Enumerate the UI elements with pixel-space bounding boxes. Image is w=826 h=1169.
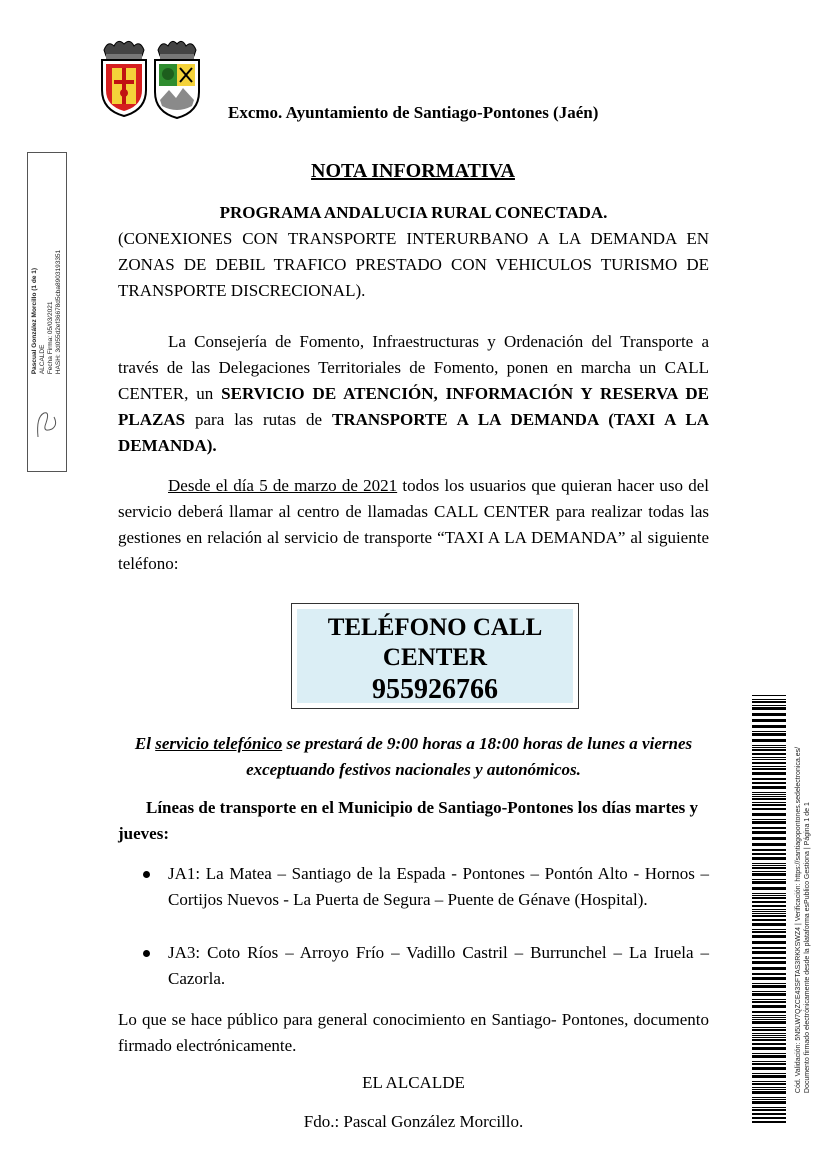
signature-hash: HASH: 3d055d2ef36678d5cba8903193351 — [55, 249, 62, 375]
municipality-header: Excmo. Ayuntamiento de Santiago-Pontones (Jaén) — [228, 103, 599, 122]
phone-number: 955926766 — [372, 674, 498, 705]
phone-box-label: TELÉFONO CALL — [327, 614, 543, 641]
bullet-icon — [143, 950, 150, 957]
signature-stamp-text — [31, 250, 63, 374]
signer-stamp-name: Pascual González Morcillo (1 de 1) — [31, 267, 38, 375]
signature-stamp — [27, 152, 67, 472]
program-subtitle: (CONEXIONES CON TRANSPORTE INTERURBANO A LA DEMANDA EN ZONAS DE DEBIL TRAFICO PRESTADO CON VEHICULOS TURISMO DE TRANSPORTE DISCRECIONAL). — [118, 229, 709, 300]
route-item: JA1: La Matea – Santiago de la Espada - Pontones – Pontón Alto - Hornos – Cortijos Nuevos - La Puerta de Segura – Puente de Génave (Hospital). — [168, 861, 709, 913]
verification-code: Cód. Validación: 5N5LW7QZCE43SFTAS3RKKSWZ4 | Verificación: https://santiagopontones.sedelectronica.es/ — [795, 746, 802, 1094]
paragraph-intro: La Consejería de Fomento, Infraestructuras y Ordenación del Transporte a través de las Delegaciones Territoriales de Fomento, ponen en marcha un CALL CENTER, un SERVICIO DE ATENCIÓN, INFORMACIÓN Y RESERVA DE PLAZAS para las rutas de TRANSPORTE A LA DEMANDA (TAXI A LA DEMANDA). — [118, 332, 710, 455]
barcode-icon — [752, 695, 786, 1125]
document-title: NOTA INFORMATIVA — [311, 160, 515, 182]
signer-role: EL ALCALDE — [362, 1073, 465, 1092]
program-title: PROGRAMA ANDALUCIA RURAL CONECTADA. — [219, 203, 608, 222]
phone-box-label-2: CENTER — [382, 644, 488, 671]
handwritten-signature — [34, 407, 60, 441]
closing-paragraph: Lo que se hace público para general conocimiento en Santiago- Pontones, documento firmado electrónicamente. — [118, 1010, 709, 1055]
bullet-icon — [143, 871, 150, 878]
signer-stamp-role: ALCALDE — [39, 344, 46, 375]
transport-lines-heading: Líneas de transporte en el Municipio de Santiago-Pontones los días martes y jueves: — [118, 798, 699, 843]
service-schedule: El servicio telefónico se prestará de 9:00 horas a 18:00 horas de lunes a viernes exceptuando festivos nacionales y autonómicos. — [134, 734, 693, 779]
coat-of-arms-left — [98, 38, 150, 123]
paragraph-start-date: Desde el día 5 de marzo de 2021 todos los usuarios que quieran hacer uso del servicio deberá llamar al centro de llamadas CALL CENTER para realizar todas las gestiones en relación al servicio de transporte “TAXI A LA DEMANDA” al siguiente teléfono: — [118, 476, 709, 573]
signer-name: Fdo.: Pascal González Morcillo. — [303, 1112, 524, 1131]
verification-footer — [791, 715, 815, 1125]
call-center-phone-box — [291, 603, 579, 709]
signature-date: Fecha Firma: 05/03/2021 — [47, 301, 54, 375]
route-item: JA3: Coto Ríos – Arroyo Frío – Vadillo Castril – Burrunchel – La Iruela – Cazorla. — [168, 940, 709, 992]
coat-of-arms-right — [152, 38, 202, 125]
verification-platform: Documento firmado electrónicamente desde la plataforma esPublico Gestiona | Página 1 de 1 — [804, 802, 811, 1094]
